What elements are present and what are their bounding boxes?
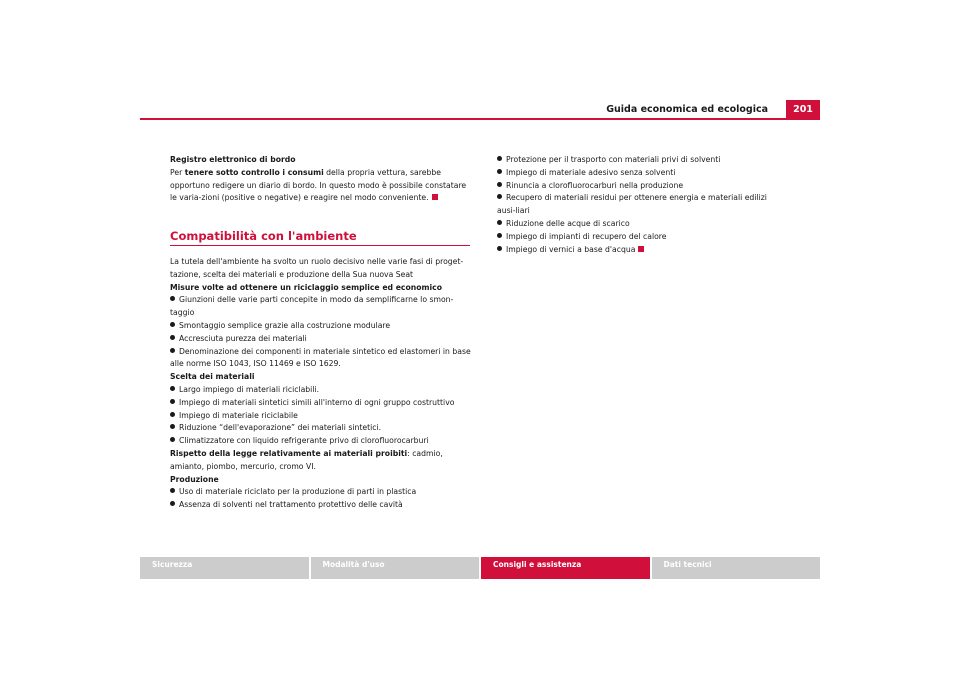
left-column-body [170,256,472,512]
bullet-icon [170,424,175,429]
bullet-icon [170,437,175,442]
registro-bold: tenere sotto controllo i consumi [184,167,324,177]
list-item: Climatizzatore con liquido refrigerante privo di clorofluorocarburi [170,435,472,448]
bullet-icon [497,169,502,174]
tab-consigli-e-assistenza[interactable]: Consigli e assistenza [481,557,650,579]
registro-prefix: Per [170,167,185,177]
tab-modalita-duso[interactable]: Modalità d'uso [311,557,480,579]
bullet-icon [497,156,502,161]
bullet-icon [170,386,175,391]
list-item: Protezione per il trasporto con materiali privi di solventi [497,154,777,167]
intro-paragraph: La tutela dell'ambiente ha svolto un ruolo decisivo nelle varie fasi di proget-tazione, scelta dei materiali e produzione della Sua nuova Seat [170,257,464,279]
rispetto-paragraph [170,448,472,474]
list-item: Smontaggio semplice grazie alla costruzione modulare [170,320,472,333]
end-of-section-mark [432,194,438,200]
rispetto-rest: : cadmio, amianto, piombo, mercurio, cromo VI. [170,448,443,471]
bullet-icon [497,246,502,251]
list-item: Giunzioni delle varie parti concepite in modo da semplificarne lo smon-taggio [170,295,454,318]
list-item: Riduzione “dell'evaporazione” dei materiali sintetici. [170,422,472,435]
list-item: Impiego di materiale riciclabile [170,410,472,423]
bullet-icon [170,322,175,327]
section-title: Compatibilità con l'ambiente [170,229,470,246]
footer-nav [140,557,820,579]
left-column [170,154,472,205]
rispetto-bold: Rispetto della legge relativamente ai materiali proibiti [170,448,408,458]
list-item: Uso di materiale riciclato per la produzione di parti in plastica [170,486,472,499]
tab-sicurezza[interactable]: Sicurezza [140,557,309,579]
registro-paragraph [170,167,472,205]
misure-heading: Misure volte ad ottenere un riciclaggio semplice ed economico [170,282,443,292]
end-of-section-mark [638,246,644,252]
list-item: Impiego di vernici a base d'acqua [497,244,777,257]
list-item: Impiego di materiali sintetici simili all'interno di ogni gruppo costruttivo [170,397,472,410]
scelta-heading: Scelta dei materiali [170,372,255,382]
registro-heading: Registro elettronico di bordo [170,155,296,164]
list-item: Largo impiego di materiali riciclabili. [170,384,472,397]
list-item: Recupero di materiali residui per ottenere energia e materiali edilizi ausi-liari [497,193,767,216]
list-item: Impiego di materiale adesivo senza solventi [497,167,777,180]
bullet-icon [497,182,502,187]
list-item: Denominazione dei componenti in materiale sintetico ed elastomeri in base alle norme ISO 1043, ISO 11469 e ISO 1629. [170,346,471,369]
header-rule [140,118,820,120]
bullet-icon [170,399,175,404]
bullet-icon [497,233,502,238]
list-item: Accresciuta purezza dei materiali [170,333,472,346]
right-column [497,154,777,256]
registro-rest: della propria vettura, sarebbe opportuno redigere un diario di bordo. In questo modo è possibile constatare le varia-zioni (positive o negative) e reagire nel modo conveniente. [170,167,467,203]
page-number-badge: 201 [786,100,820,119]
bullet-icon [170,488,175,493]
bullet-icon [497,194,502,199]
bullet-icon [170,296,175,301]
header-title: Guida economica ed ecologica [606,104,768,115]
bullet-icon [170,335,175,340]
produzione-heading: Produzione [170,474,219,484]
list-item: Impiego di impianti di recupero del calore [497,231,777,244]
tab-dati-tecnici[interactable]: Dati tecnici [652,557,821,579]
list-item: Assenza di solventi nel trattamento protettivo delle cavità [170,499,472,512]
bullet-icon [170,501,175,506]
bullet-icon [497,220,502,225]
bullet-icon [170,412,175,417]
list-item: Riduzione delle acque di scarico [497,218,777,231]
list-item: Rinuncia a clorofluorocarburi nella produzione [497,180,777,193]
bullet-icon [170,348,175,353]
